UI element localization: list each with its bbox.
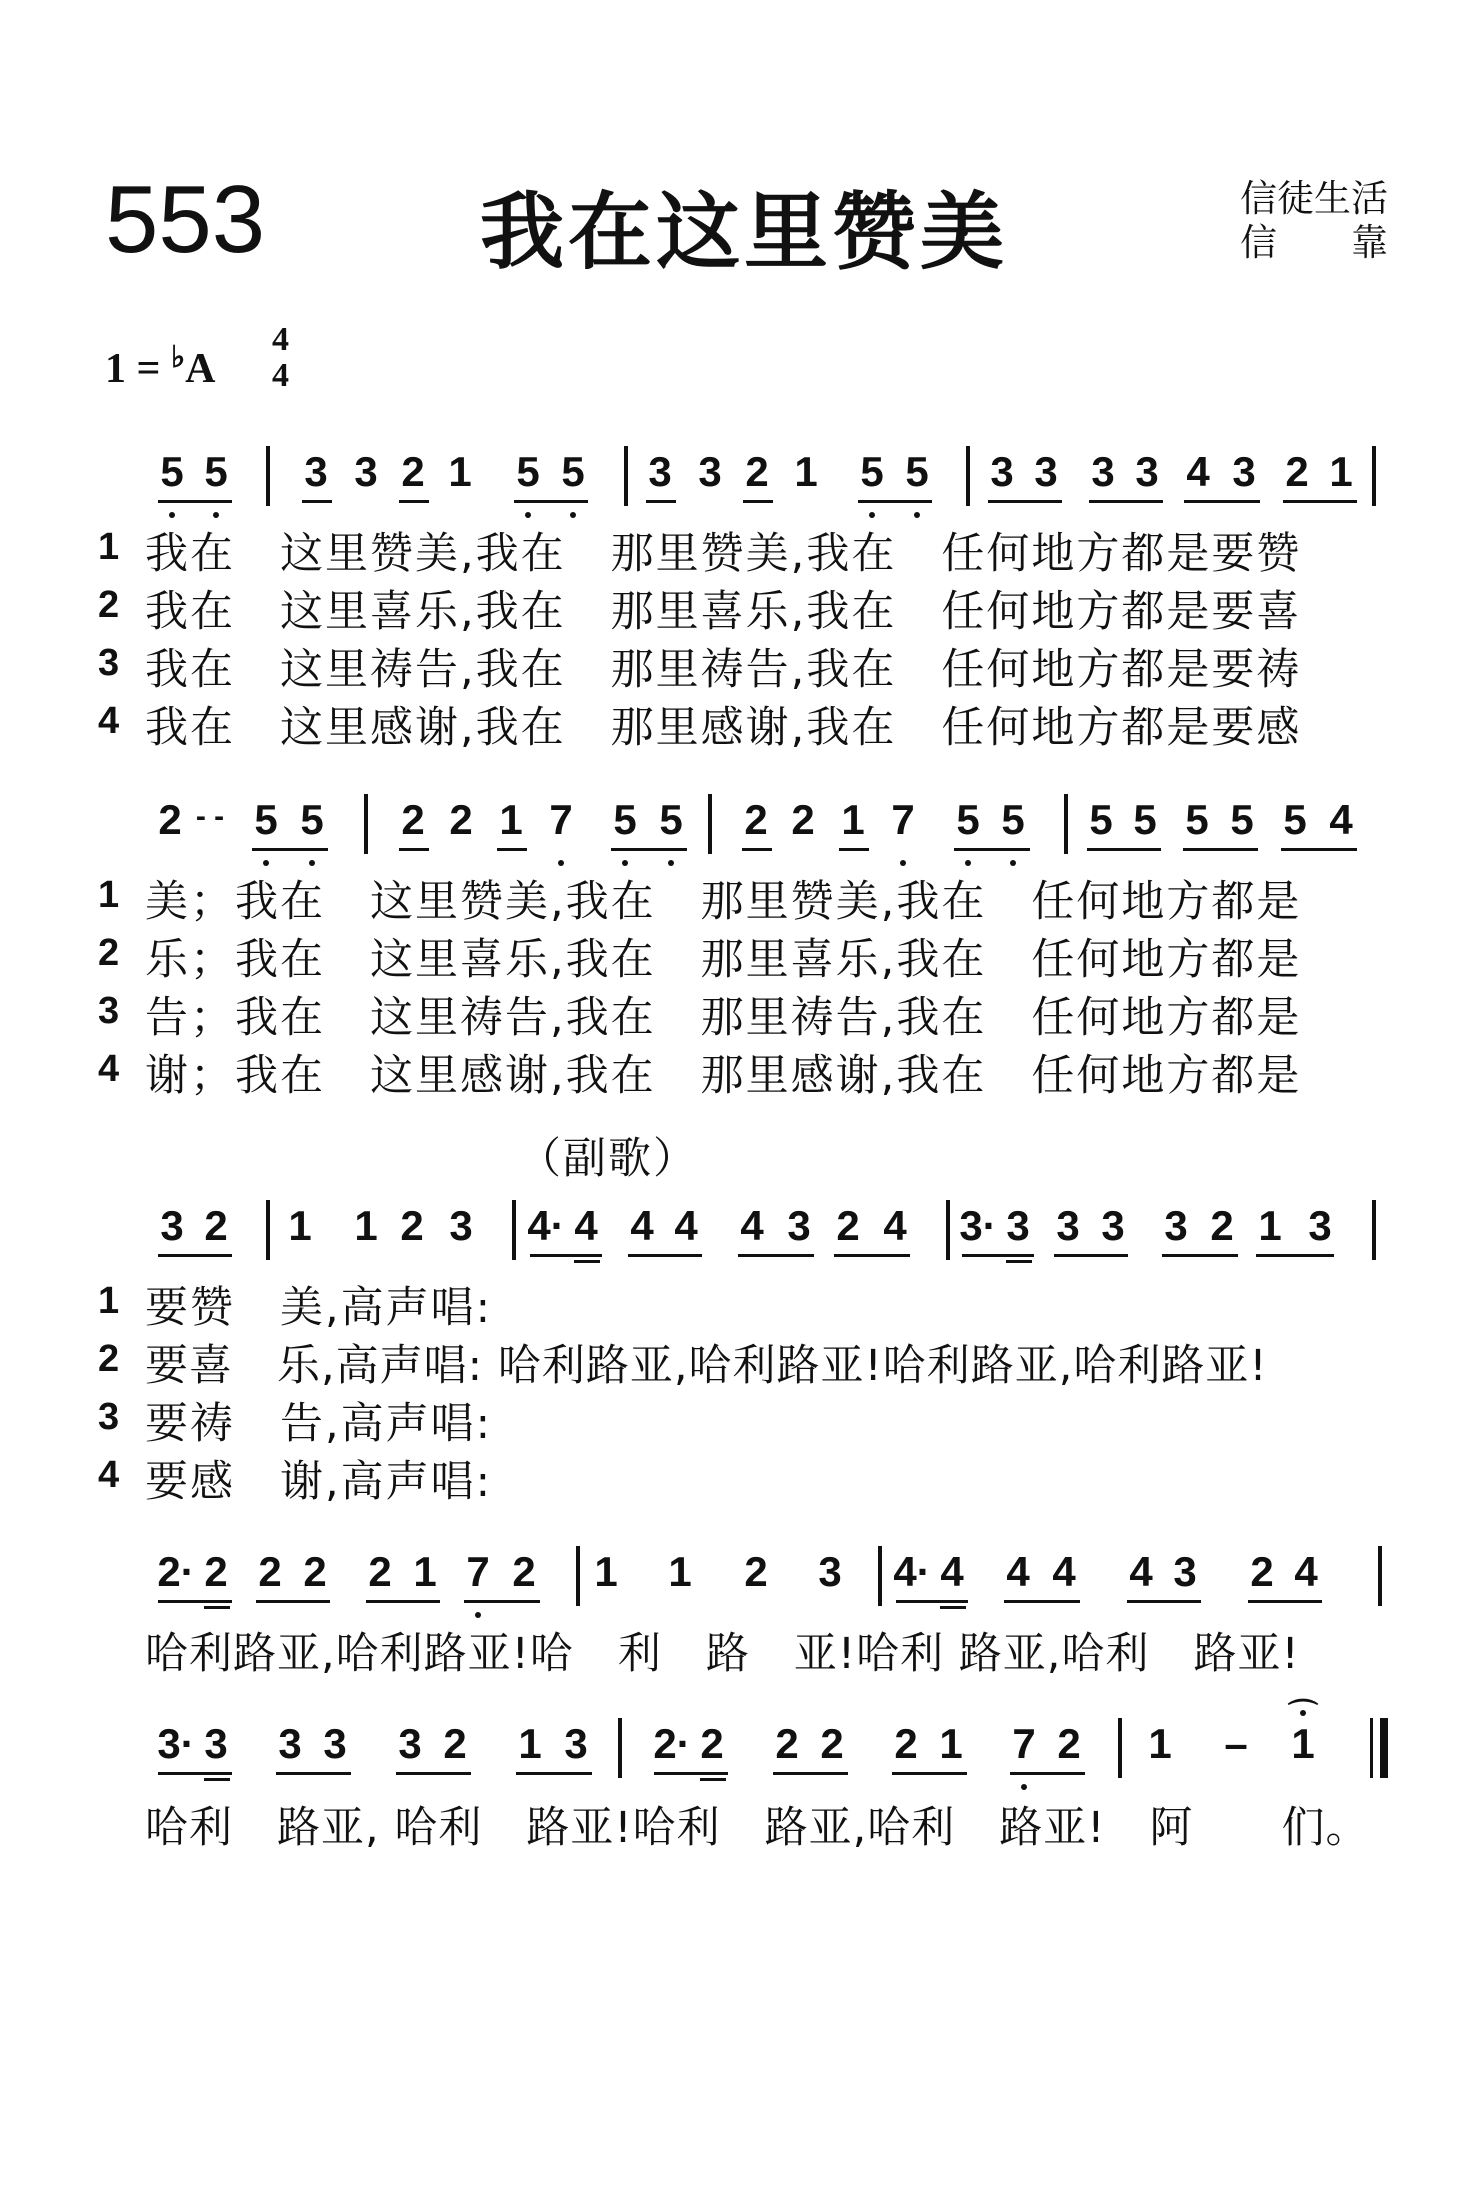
note: 2 [512,1548,536,1595]
note: 5 [1230,796,1254,843]
lyric-text: 我在 这里祷告,我在 那里祷告,我在 任何地方都是要祷 [145,645,1302,695]
lyric-text: 我在 这里赞美,我在 那里赞美,我在 任何地方都是要赞 [145,529,1302,579]
note: 2 [158,796,182,843]
bar-line [1118,1718,1122,1778]
lyric-line [0,694,1476,752]
notation-line-3 [0,1202,1476,1272]
bar-line [266,1200,270,1260]
note: 2 [775,1720,799,1767]
note: 7 [1012,1720,1036,1767]
note: 3 [1006,1202,1030,1249]
note: 5 [956,796,980,843]
note: 2 [1285,448,1309,495]
time-top: 4 [272,321,289,358]
bar-line [1378,1546,1382,1606]
note: 1 [1329,448,1353,495]
note: 1 [518,1720,542,1767]
lyric-line [0,636,1476,694]
note: 2 [204,1202,228,1249]
bar-line [624,446,628,506]
lyric-line [0,1332,1476,1390]
lyric-line [0,578,1476,636]
lyric-line [0,1620,1476,1678]
note: 3 [1091,448,1115,495]
note: 3 [787,1202,811,1249]
lyric-line [0,868,1476,926]
note: 1 [1148,1720,1172,1767]
note: 4· [527,1202,565,1249]
note: 2 [820,1720,844,1767]
note: 1 [354,1202,378,1249]
note: 4 [740,1202,764,1249]
note: 3 [990,448,1014,495]
final-bar-line [1380,1718,1388,1778]
lyric-line [0,1448,1476,1506]
bar-line [966,446,970,506]
note: 4 [940,1548,964,1595]
note: 7 [549,796,573,843]
note: 5 [516,448,540,495]
note: 2· [653,1720,691,1767]
verse-number: 3 [98,990,120,1032]
note: 3 [449,1202,473,1249]
note: 5 [1283,796,1307,843]
note: 1 [1291,1720,1315,1767]
note: 5 [1089,796,1113,843]
note: 2 [401,448,425,495]
note: 2 [745,448,769,495]
note: 2 [303,1548,327,1595]
note: 4 [1006,1548,1030,1595]
lyric-text: 哈利 路亚, 哈利 路亚!哈利 路亚,哈利 路亚! 阿 们。 [145,1803,1370,1853]
note: 3 [323,1720,347,1767]
bar-line [1370,1718,1373,1778]
lyric-text: 哈利路亚,哈利路亚!哈 利 路 亚!哈利 路亚,哈利 路亚! [145,1629,1300,1679]
note: 3 [1173,1548,1197,1595]
note: 5 [1185,796,1209,843]
note: 3 [278,1720,302,1767]
note: 1 [841,796,865,843]
note: 2 [449,796,473,843]
bar-line [878,1546,882,1606]
note: 2 [791,796,815,843]
note: 2 [1057,1720,1081,1767]
note: 5 [1001,796,1025,843]
note: 2 [368,1548,392,1595]
note: 3 [1101,1202,1125,1249]
lyric-text: 我在 这里喜乐,我在 那里喜乐,我在 任何地方都是要喜 [145,587,1302,637]
verse-number: 3 [98,1396,120,1438]
lyric-text: 美；我在 这里赞美,我在 那里赞美,我在 任何地方都是 [145,877,1302,927]
note: 3 [698,448,722,495]
notation-line-2 [0,796,1476,866]
verse-number: 2 [98,1338,120,1380]
notation-line-5 [0,1698,1476,1790]
hymn-number: 553 [105,166,266,273]
note: 1 [939,1720,963,1767]
key-note: A [185,346,216,392]
lyric-line [0,1274,1476,1332]
notation-line-1 [0,448,1476,518]
bar-line [512,1200,516,1260]
lyric-text: 谢；我在 这里感谢,我在 那里感谢,我在 任何地方都是 [145,1051,1302,1101]
note: 2 [1210,1202,1234,1249]
note: 5 [659,796,683,843]
lyric-line [0,984,1476,1042]
verse-number: 1 [98,1280,120,1322]
lyric-line [0,520,1476,578]
note: 3 [304,448,328,495]
verse-number: 2 [98,932,120,974]
note: 2· [157,1548,195,1595]
note: 2 [836,1202,860,1249]
dash: – [1224,1720,1248,1767]
note: 4 [574,1202,598,1249]
note: 4 [1052,1548,1076,1595]
lyric-text: 乐；我在 这里喜乐,我在 那里喜乐,我在 任何地方都是 [145,935,1302,985]
note: 3 [1232,448,1256,495]
note: 3 [564,1720,588,1767]
note: 3 [160,1202,184,1249]
note: 3· [157,1720,195,1767]
lyric-text: 要喜 乐,高声唱: 哈利路亚,哈利路亚!哈利路亚,哈利路亚! [145,1341,1268,1391]
note: 3 [1164,1202,1188,1249]
note: 2 [258,1548,282,1595]
time-signature [272,322,289,393]
note: 2 [744,1548,768,1595]
key-signature [105,340,215,393]
note: 2 [744,796,768,843]
bar-line [708,794,712,854]
note: 5 [300,796,324,843]
lyric-line [0,1794,1476,1852]
verse-number: 3 [98,642,120,684]
note: 4 [883,1202,907,1249]
note: 2 [700,1720,724,1767]
note: 3 [1308,1202,1332,1249]
note: 2 [401,796,425,843]
note: 4 [1186,448,1210,495]
lyric-line [0,926,1476,984]
fermata-icon: ⌒ [1288,1698,1318,1733]
category-label: 信 靠 [1240,221,1388,264]
note: 1 [594,1548,618,1595]
note: 1 [448,448,472,495]
note: 5 [254,796,278,843]
note: 3 [354,448,378,495]
bar-line [364,794,368,854]
note: 1 [413,1548,437,1595]
note: 5 [860,448,884,495]
lyric-line [0,1390,1476,1448]
notation-line-4 [0,1548,1476,1618]
chorus-label: （副歌） [518,1134,698,1184]
dash: - - [195,800,225,833]
bar-line [1372,446,1376,506]
note: 2 [204,1548,228,1595]
note: 5 [905,448,929,495]
lyric-text: 要祷 告,高声唱: [145,1399,493,1449]
note: 7 [891,796,915,843]
note: 5 [160,448,184,495]
note: 4 [1294,1548,1318,1595]
source-label: 信徒生活 [1240,177,1388,220]
verse-number: 2 [98,584,120,626]
verse-number: 1 [98,526,120,568]
note: 5 [613,796,637,843]
note: 1 [668,1548,692,1595]
flat-sign: ♭ [170,341,186,374]
time-bottom: 4 [272,356,289,394]
note: 4 [674,1202,698,1249]
bar-line [618,1718,622,1778]
note: 3 [648,448,672,495]
lyric-text: 我在 这里感谢,我在 那里感谢,我在 任何地方都是要感 [145,703,1302,753]
key-prefix: 1 = [105,346,161,392]
note: 4 [1329,796,1353,843]
lyric-text: 要感 谢,高声唱: [145,1457,493,1507]
bar-line [576,1546,580,1606]
note: 2 [443,1720,467,1767]
note: 5 [204,448,228,495]
verse-number: 1 [98,874,120,916]
note: 1 [1258,1202,1282,1249]
note: 5 [561,448,585,495]
note: 1 [794,448,818,495]
bar-line [1064,794,1068,854]
note: 2 [1250,1548,1274,1595]
note: 4 [1129,1548,1153,1595]
note: 5 [1133,796,1157,843]
note: 1 [499,796,523,843]
note: 4· [893,1548,931,1595]
note: 4 [630,1202,654,1249]
note: 3 [398,1720,422,1767]
lyric-line [0,1042,1476,1100]
note: 2 [894,1720,918,1767]
bar-line [946,1200,950,1260]
page-title: 我在这里赞美 [480,182,1009,281]
note: 7 [466,1548,490,1595]
note: 3· [959,1202,997,1249]
note: 3 [204,1720,228,1767]
note: 3 [1056,1202,1080,1249]
verse-number: 4 [98,1454,120,1496]
note: 3 [818,1548,842,1595]
bar-line [1372,1200,1376,1260]
bar-line [266,446,270,506]
note: 1 [288,1202,312,1249]
verse-number: 4 [98,1048,120,1090]
note: 2 [400,1202,424,1249]
note: 3 [1034,448,1058,495]
note: 3 [1135,448,1159,495]
verse-number: 4 [98,700,120,742]
lyric-text: 要赞 美,高声唱: [145,1283,493,1333]
lyric-text: 告；我在 这里祷告,我在 那里祷告,我在 任何地方都是 [145,993,1302,1043]
